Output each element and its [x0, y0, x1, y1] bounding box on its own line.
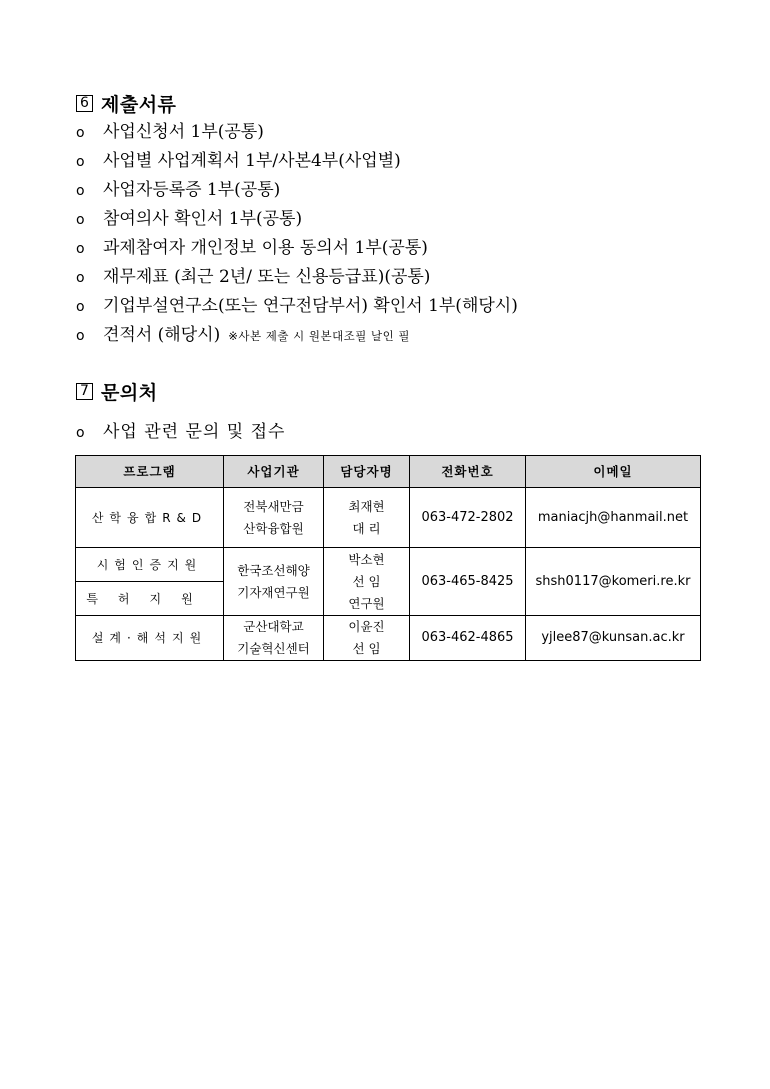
section-7-number: 7: [76, 383, 93, 400]
contact-intro-text: 사업 관련 문의 및 접수: [103, 422, 286, 442]
program-cell: 산학융합R&D: [76, 488, 224, 548]
organization-cell: [224, 548, 324, 616]
contact-name: 이윤진: [348, 619, 385, 634]
contact-table: [75, 455, 701, 661]
phone-cell: 063-472-2802: [410, 488, 526, 548]
program-cell: 시험인증지원: [76, 548, 224, 582]
table-row: [76, 616, 701, 661]
email-cell: maniacjh@hanmail.net: [526, 488, 701, 548]
list-item: [76, 321, 518, 350]
organization-cell: [224, 616, 324, 661]
email-cell: shsh0117@komeri.re.kr: [526, 548, 701, 616]
header-phone: 전화번호: [410, 456, 526, 488]
bullet-marker: o: [76, 241, 85, 257]
bullet-marker: o: [76, 125, 85, 141]
bullet-marker: o: [76, 425, 86, 441]
bullet-marker: o: [76, 299, 85, 315]
list-item: [76, 292, 518, 321]
header-program: 프로그램: [76, 456, 224, 488]
organization-line: 전북새만금: [243, 498, 304, 514]
item-text: 사업신청서 1부(공통): [103, 122, 264, 142]
contact-position: 선 임: [352, 641, 381, 656]
contact-intro: [76, 418, 285, 448]
list-item: [76, 234, 518, 263]
contact-name: 최재현: [348, 498, 385, 514]
contact-name: 박소현: [348, 551, 385, 567]
phone-cell: 063-465-8425: [410, 548, 526, 616]
item-text: 견적서 (해당시): [103, 325, 221, 345]
program-cell: 설계·해석지원: [76, 616, 224, 661]
list-item: [76, 205, 518, 234]
item-text: 사업별 사업계획서 1부/사본4부(사업별): [103, 151, 401, 171]
section-6-title: 제출서류: [101, 94, 177, 116]
list-item: [76, 263, 518, 292]
list-item: [76, 176, 518, 205]
phone-cell: 063-462-4865: [410, 616, 526, 661]
section-7-title: 문의처: [101, 382, 158, 404]
organization-cell: [224, 488, 324, 548]
item-text: 기업부설연구소(또는 연구전담부서) 확인서 1부(해당시): [103, 296, 518, 316]
contact-position: 선 임: [352, 573, 381, 589]
organization-line: 산학융합원: [243, 520, 304, 536]
organization-line: 군산대학교: [243, 619, 304, 634]
section-6-heading: [76, 90, 176, 117]
section-7-heading: [76, 378, 158, 405]
item-text: 사업자등록증 1부(공통): [103, 180, 281, 200]
organization-line: 기술혁신센터: [237, 641, 310, 656]
contact-name-cell: [324, 616, 410, 661]
bullet-marker: o: [76, 212, 85, 228]
contact-position: 연구원: [348, 595, 385, 611]
section-6-number: 6: [76, 95, 93, 112]
item-text: 과제참여자 개인정보 이용 동의서 1부(공통): [103, 238, 428, 258]
contact-position: 대 리: [352, 520, 381, 536]
bullet-marker: o: [76, 154, 85, 170]
header-email: 이메일: [526, 456, 701, 488]
header-organization: 사업기관: [224, 456, 324, 488]
bullet-marker: o: [76, 183, 85, 199]
bullet-marker: o: [76, 270, 85, 286]
list-item: [76, 147, 518, 176]
table-row: [76, 548, 701, 582]
organization-line: 한국조선해양: [237, 562, 310, 578]
email-cell: yjlee87@kunsan.ac.kr: [526, 616, 701, 661]
header-contact-name: 담당자명: [324, 456, 410, 488]
item-text: 재무제표 (최근 2년/ 또는 신용등급표)(공통): [103, 267, 431, 287]
item-text: 참여의사 확인서 1부(공통): [103, 209, 303, 229]
submission-documents-list: [76, 118, 518, 350]
contact-name-cell: [324, 548, 410, 616]
table-row: [76, 488, 701, 548]
program-cell: 특허지원: [76, 582, 224, 616]
contact-name-cell: [324, 488, 410, 548]
bullet-marker: o: [76, 328, 85, 344]
item-note: ※사본 제출 시 원본대조필 날인 필: [228, 329, 411, 343]
list-item: [76, 118, 518, 147]
organization-line: 기자재연구원: [237, 584, 310, 600]
table-header-row: [76, 456, 701, 488]
